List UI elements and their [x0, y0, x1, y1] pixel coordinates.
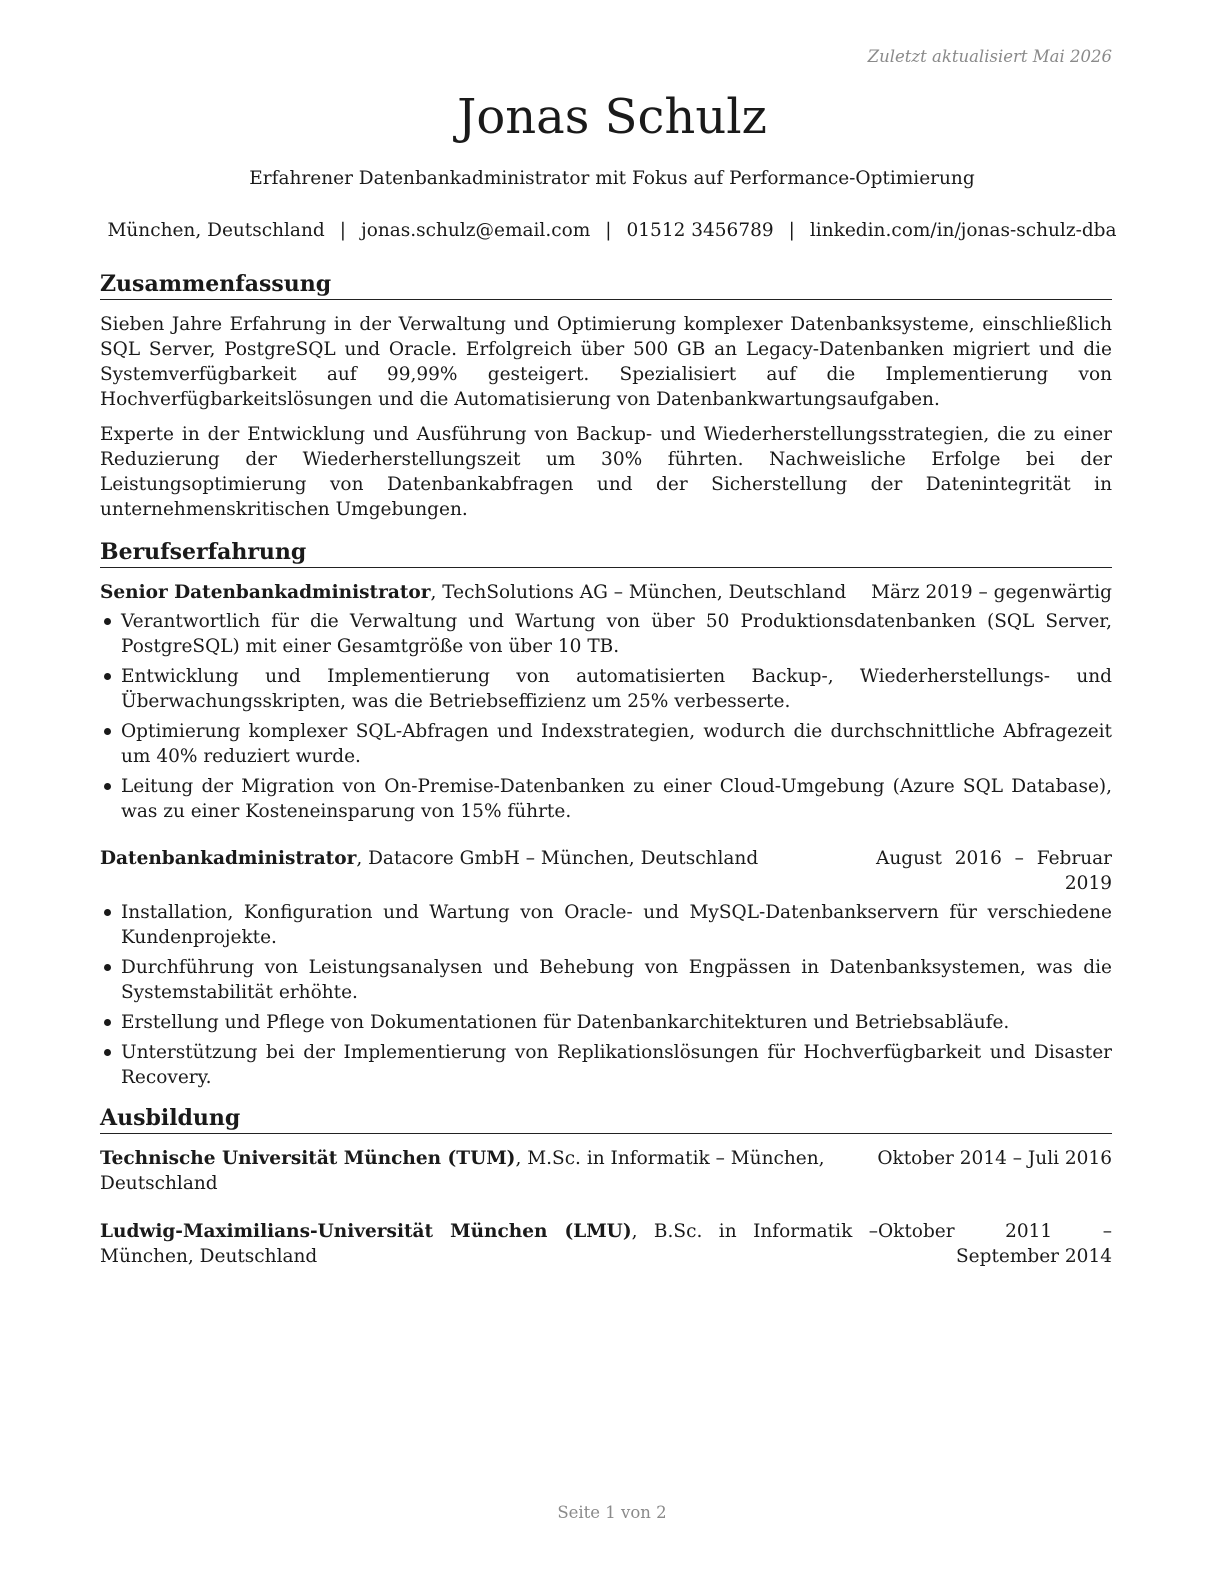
job-heading — [100, 580, 871, 605]
job-entry — [100, 580, 1112, 824]
contact-linkedin[interactable]: linkedin.com/in/jonas-schulz-dba — [809, 220, 1117, 241]
contact-separator: | — [339, 220, 346, 241]
job-header — [100, 580, 1112, 605]
job-bullet: Erstellung und Pflege von Dokumentationen für Datenbankarchitekturen und Betriebsabläufe. — [100, 1010, 1112, 1035]
candidate-tagline: Erfahrener Datenbankadministrator mit Fokus auf Performance-Optimierung — [249, 168, 975, 189]
education-dates: Oktober 2011 – September 2014 — [878, 1221, 1112, 1267]
education-detail: , M.Sc. in Informatik – München, Deutschland — [100, 1148, 825, 1194]
job-bullets — [100, 609, 1112, 824]
job-bullet: Unterstützung bei der Implementierung von Replikationslösungen für Hochverfügbarkeit und Disaster Recovery. — [100, 1040, 1112, 1090]
job-heading — [100, 846, 876, 871]
section-title-experience: Berufserfahrung — [100, 538, 1112, 568]
job-dates: August 2016 – Februar 2019 — [876, 848, 1112, 894]
job-role: Senior Datenbankadministrator — [100, 582, 431, 603]
job-bullet: Verantwortlich für die Verwaltung und Wartung von über 50 Produktionsdatenbanken (SQL Server, PostgreSQL) mit einer Gesamtgröße von über 10 TB. — [100, 609, 1112, 659]
education-section — [100, 1104, 1112, 1269]
education-dates: Oktober 2014 – Juli 2016 — [877, 1148, 1112, 1169]
summary-paragraph: Sieben Jahre Erfahrung in der Verwaltung und Optimierung komplexer Datenbanksysteme, einschließlich SQL Server, PostgreSQL und Oracle. Erfolgreich über 500 GB an Legacy-Datenbanken migriert und die Systemverfügbarkeit auf 99,99% gesteigert. Spezialisiert auf die Implementierung von Hochverfügbarkeitslösungen und die Automatisierung von Datenbankwartungsaufgaben. — [100, 314, 1112, 410]
summary-section — [100, 270, 1112, 522]
education-school: Technische Universität München (TUM) — [100, 1148, 516, 1169]
education-entry — [100, 1219, 1112, 1269]
contact-phone: 01512 3456789 — [626, 220, 774, 241]
job-company: , TechSolutions AG – München, Deutschland — [430, 582, 847, 603]
education-school: Ludwig-Maximilians-Universität München (LMU) — [100, 1221, 632, 1242]
summary-paragraph: Experte in der Entwicklung und Ausführung von Backup- und Wiederherstellungsstrategien, die zu einer Reduzierung der Wiederherstellungszeit um 30% führten. Nachweisliche Erfolge bei der Leistungsoptimierung von Datenbankabfragen und der Sicherstellung der Datenintegrität in unternehmenskritischen Umgebungen. — [100, 424, 1112, 520]
job-dates: März 2019 – gegenwärtig — [871, 582, 1112, 603]
job-entry — [100, 846, 1112, 1090]
job-header — [100, 846, 1112, 896]
job-bullet: Entwicklung und Implementierung von automatisierten Backup-, Wiederherstellungs- und Überwachungsskripten, was die Betriebseffizienz um 25% verbesserte. — [100, 664, 1112, 714]
resume-content — [100, 270, 1112, 1292]
job-bullet: Optimierung komplexer SQL-Abfragen und Indexstrategien, wodurch die durchschnittliche Abfragezeit um 40% reduziert wurde. — [100, 719, 1112, 769]
contact-location: München, Deutschland — [107, 220, 325, 241]
contact-email[interactable]: jonas.schulz@email.com — [360, 220, 591, 241]
experience-section — [100, 538, 1112, 1090]
education-detail: , B.Sc. in Informatik – München, Deutschland — [100, 1221, 878, 1267]
candidate-name: Jonas Schulz — [457, 89, 767, 145]
job-bullet: Durchführung von Leistungsanalysen und Behebung von Engpässen in Datenbanksystemen, was die Systemstabilität erhöhte. — [100, 955, 1112, 1005]
job-bullet: Leitung der Migration von On-Premise-Datenbanken zu einer Cloud-Umgebung (Azure SQL Database), was zu einer Kosteneinsparung von 15% führte. — [100, 774, 1112, 824]
education-heading — [100, 1219, 878, 1269]
job-bullet: Installation, Konfiguration und Wartung von Oracle- und MySQL-Datenbankservern für verschiedene Kundenprojekte. — [100, 900, 1112, 950]
page-number: Seite 1 von 2 — [557, 1503, 667, 1522]
education-entry — [100, 1146, 1112, 1196]
section-title-education: Ausbildung — [100, 1104, 1112, 1134]
contact-line — [0, 218, 1224, 243]
contact-separator: | — [788, 220, 795, 241]
education-heading — [100, 1146, 877, 1196]
job-role: Datenbankadministrator — [100, 848, 357, 869]
section-title-summary: Zusammenfassung — [100, 270, 1112, 300]
contact-separator: | — [605, 220, 612, 241]
job-bullets — [100, 900, 1112, 1090]
job-company: , Datacore GmbH – München, Deutschland — [356, 848, 759, 869]
last-updated-note: Zuletzt aktualisiert Mai 2026 — [867, 47, 1112, 66]
